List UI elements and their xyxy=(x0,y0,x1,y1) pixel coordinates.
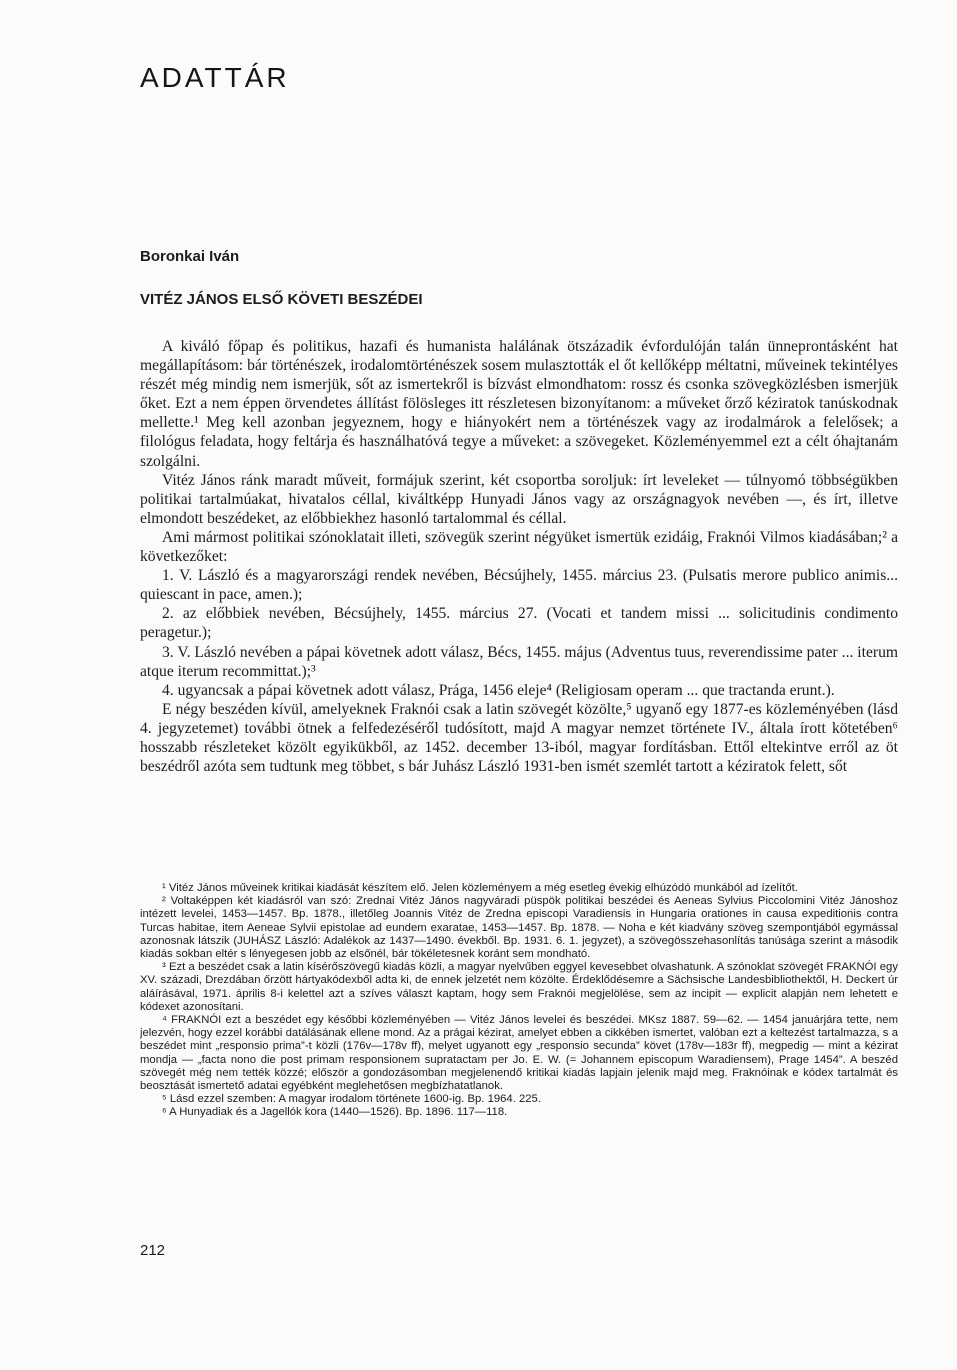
body-paragraph: Ami mármost politikai szónoklatait illeti, szövegük szerint négyüket ismertük ezidáig, Fraknói Vilmos kiadásában;² a következőket: xyxy=(140,528,898,566)
footnote: ⁶ A Hunyadiak és a Jagellók kora (1440—1526). Bp. 1896. 117—118. xyxy=(162,1106,508,1119)
article-title: VITÉZ JÁNOS ELSŐ KÖVETI BESZÉDEI xyxy=(140,291,423,308)
body-paragraph: A kiváló főpap és politikus, hazafi és humanista halálának ötszázadik évfordulóján talán ünneprontásként hat megállapításom: bár történészek, irodalomtörténészek sosem mulasztották el őt kellőképp méltatni, műveinek tekintélyes részét még mindig nem ismerjük, sőt az ismertekről is bízvást elmondhatom: rossz és csonka szövegközlésben ismerjük őket. Ezt a nem éppen örvendetes állítást fölösleges itt részletesen bizonyítanom: a műveket őrző kéziratok tanúskodnak mellette.¹ Meg kell azonban jegyeznem, hogy e hiányokért nem a történészek vagy az irodalmárok a felelősek; a filológus feladata, hogy feltárja és használhatóvá tegye a műveket: a szövegeket. Közleményemmel ezt a célt óhajtanám szolgálni. xyxy=(140,338,898,470)
section-heading: ADATTÁR xyxy=(140,62,290,93)
body-paragraph: E négy beszéden kívül, amelyeknek Fraknói csak a latin szövegét közölte,⁵ ugyanő egy 1877-es közleményében (lásd 4. jegyzetemet) további ötnek a felfedezéséről tudósított, majd A magyar nemzet története IV., általa írott kötetében⁶ hosszabb részleteket közölt egyikükből, az 1452. december 13-iból, magyar fordításban. Ettől eltekintve erről az öt beszédről azóta sem tudtunk meg többet, s bár Juhász László 1931-ben ismét szemlét tartott a kéziratok felett, sőt xyxy=(140,700,898,776)
speech-list-item: 3. V. László nevében a pápai követnek adott válasz, Bécs, 1455. május (Adventus tuus, reverendissime pater ... iterum atque iterum recommittat.);³ xyxy=(140,643,898,680)
body-paragraph: Vitéz János ránk maradt műveit, formájuk szerint, két csoportba soroljuk: írt leveleket — túlnyomó többségükben politikai tartalmúakat, hivatalos céllal, kiváltképp Hunyadi János vagy az országnagyok nevében —, és írt, illetve elmondott beszédeket, az előbbiekhez hasonló tartalommal és céllal. xyxy=(140,471,898,527)
article-body xyxy=(140,337,898,776)
footnote: ² Voltaképpen két kiadásról van szó: Zrednai Vitéz János nagyváradi püspök politikai beszédei és Aeneas Sylvius Piccolomini Vitéz Jánoshoz intézett levelei, 1453—1457. Bp. 1878., illetőleg Joannis Vitéz de Zredna episcopi Varadiensis in Hungaria orationes in causa expeditionis contra Turcas habitae, item Aeneae Sylvii epistolae ad eundem exaratae, 1453—1457. Bp. 1878. — Noha e két kiadvány szöveg szempontjából egymással azonosnak látszik (JUHÁSZ László: Adalékok az 1437—1490. évekből. Bp. 1931. 6. 1. jegyzet), a szövegösszehasonlítás tanúsága szerint a második kiadás sokban eltér s lényegesen jobb az elsőnél, bár tökéletesnek koránt sem mondható. xyxy=(140,895,898,961)
footnote: ⁵ Lásd ezzel szemben: A magyar irodalom története 1600-ig. Bp. 1964. 225. xyxy=(162,1093,541,1106)
speech-list-item: 2. az előbbiek nevében, Bécsújhely, 1455. március 27. (Vocati et tandem missi ... solicitudinis condimento peragetur.); xyxy=(140,605,898,642)
page-number: 212 xyxy=(140,1242,166,1259)
footnote: ¹ Vitéz János műveinek kritikai kiadását készítem elő. Jelen közleményem a még esetleg évekig elhúzódó munkából ad ízelítőt. xyxy=(162,882,798,894)
footnote: ⁴ FRAKNÓI ezt a beszédet egy későbbi közleményében — Vitéz János levelei és beszédei. MKsz 1887. 59—62. — 1454 januárjára tette, nem jelezvén, hogy ezzel korábbi datálásának ellene mond. Az a prágai kézirat, amelyet ebben a cikkében ismertet, valóban ezt a keltezést tartalmazza, s a beszédet mint „responsio prima”-t közli (176v—178v ff), melyet ugyanott egy „responsio secunda” követ (178v—183r ff), megpedig — mint a kézirat mondja — „facta nono die post primam responsionem supratactam per Jo. E. W. (= Johannem episcopum Waradiensem), Prage 1454”. A beszéd szövegét még nem tették közzé; először a gondozásomban megjelenendő kritikai kiadás lapjain jelenik majd meg. Fraknóinak e kódex tartalmát és beosztását ismertető adatai egyébként meglehetősen megbízhatatlanok. xyxy=(140,1014,898,1093)
footnotes xyxy=(140,882,898,1120)
article-author: Boronkai Iván xyxy=(140,248,240,265)
speech-list-item: 4. ugyancsak a pápai követnek adott válasz, Prága, 1456 eleje⁴ (Religiosam operam ... que tractanda erunt.). xyxy=(162,681,835,699)
footnote: ³ Ezt a beszédet csak a latin kísérőszövegű kiadás közli, a magyar nyelvűben eggyel kevesebbet olvashatunk. A szónoklat szövegét FRAKNÓI egy XV. századi, Drezdában őrzött hártyakódexből adta ki, de ennek jelzetét nem közölte. Érdeklődésemre a Sächsische Landesbibliothektől, H. Deckert úr aláírásával, 1971. április 8-i kelettel azt a szíves választ kaptam, hogy sem Fraknói megjelölése, sem az incipit — explicit alapján nem lehetett e kódexet azonosítani. xyxy=(140,961,898,1013)
speech-list-item: 1. V. László és a magyarországi rendek nevében, Bécsújhely, 1455. március 23. (Pulsatis merore publico animis... quiescant in pace, amen.); xyxy=(140,567,898,604)
